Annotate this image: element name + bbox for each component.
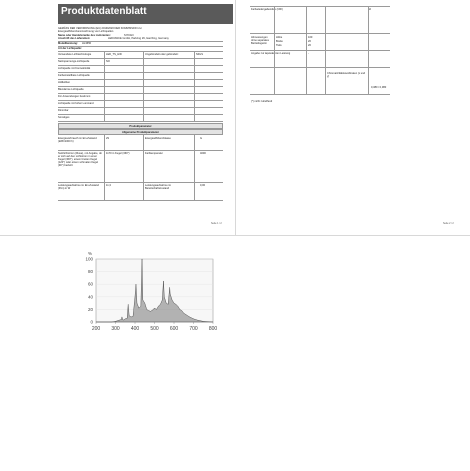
intro-line-2: Energieeffizienzkennzeichnung von Lichtquellen [58, 30, 113, 33]
dim-depth-value: 20 [308, 44, 311, 47]
datasheet-page-2 [235, 0, 470, 235]
cri-label: Farbwiedergabeindex (CRI) [251, 8, 283, 11]
dim-height-value: 100 [308, 36, 312, 39]
x-tick-label: 800 [209, 326, 218, 332]
param-value-2: G [200, 137, 202, 140]
row-value: NO [106, 60, 110, 63]
param-value: 11,3 [106, 184, 111, 187]
param-label-2: Farbtemperatur [145, 152, 163, 155]
row-label: Netzspannungs-Lichtquelle [58, 60, 89, 63]
dim-width-value: 20 [308, 40, 311, 43]
x-tick-label: 700 [189, 326, 198, 332]
address-value: LEDVANCE GmbH, Parkring 29, Garching, Germany [108, 37, 169, 40]
equivalent-power-value: - [308, 52, 309, 55]
x-tick-label: 200 [92, 326, 101, 332]
y-axis-label: % [88, 251, 92, 256]
chromaticity-value: 0,380 / 0,380 [371, 86, 386, 89]
section-header-general [58, 129, 223, 135]
row-label: Hüllkolben [58, 81, 70, 84]
y-tick-label: 100 [85, 257, 93, 262]
param-label: Leistungsaufnahme im Ein-Zustand (Pon) in W [58, 184, 102, 190]
dim-col-width: Breite [276, 40, 283, 43]
page-title: Produktdatenblatt [61, 6, 147, 17]
row-label: Lichtquelle mit hoher Luminanz [58, 102, 94, 105]
address-label: Anschrift des Lieferanten: [58, 37, 90, 40]
row-label: Blendarme Lichtquelle [58, 88, 84, 91]
section-subtitle: Allgemeine Produktparameter [59, 131, 222, 134]
row-label: Verwendete Lichttechnologie [58, 53, 91, 56]
spectrum-svg [0, 236, 470, 471]
equivalent-power-label: Angabe zur äquivalenten Leistung [251, 52, 301, 55]
y-tick-label: 60 [88, 282, 94, 287]
footnote: (*) nicht zutreffend [251, 100, 272, 103]
row-label: Farbeinstellbare Lichtquelle [58, 74, 90, 77]
row-label: Sonstiges [58, 116, 69, 119]
param-value-2: 0,00 [200, 184, 205, 187]
dimensions-label: Abmessungen ohne separates Betriebsgerät [251, 36, 273, 45]
dim-col-height: Höhe [276, 36, 282, 39]
chromaticity-label: Chromatizitätskoordinaten (x und y) [327, 72, 367, 78]
supplier-label: Name oder Handelsmarke des Lieferanten: [58, 34, 111, 37]
y-tick-label: 20 [88, 307, 94, 312]
cri-value: 82 [368, 8, 371, 11]
row-label: Lichtquelle mit Konnektivität [58, 67, 90, 70]
x-tick-label: 500 [150, 326, 159, 332]
dim-col-depth: Tiefe [276, 44, 282, 47]
type-label: Art der Lichtquelle: [58, 47, 82, 50]
y-tick-label: 80 [88, 269, 94, 274]
x-tick-label: 400 [131, 326, 140, 332]
spectrum-page [0, 235, 470, 470]
model-value: HL3650 [82, 42, 91, 45]
datasheet-page-1 [0, 0, 235, 235]
param-label: Energieverbrauch im Ein-Zustand (kWh/1000 h) [58, 137, 102, 143]
row-label-2: Ungebündelt oder gebündelt: [145, 53, 178, 56]
x-tick-label: 600 [170, 326, 179, 332]
param-value-2: 4000 [200, 152, 206, 155]
x-tick-label: 300 [111, 326, 120, 332]
y-tick-label: 0 [90, 320, 93, 325]
supplier-value: SYKIAN [124, 34, 134, 37]
row-value: LED_TS_HID [106, 53, 122, 56]
param-value: 29 [106, 137, 109, 140]
page-number: Seite 2 / 2 [443, 222, 454, 225]
row-label: Dimmbar [58, 109, 69, 112]
param-label-2: Energieeffizienzklasse [145, 137, 171, 140]
row-label: Für Anwendungen bestimmt [58, 95, 90, 98]
section-title: Produktparameter [59, 125, 222, 128]
model-label: Modellkennung: [58, 42, 78, 45]
title-banner [58, 4, 233, 24]
param-label-2: Leistungsaufnahme im Bereitschaftszustand [145, 184, 192, 190]
row-value-2: NDLS [196, 53, 203, 56]
param-value: 1170 in Kugel (360°) [106, 152, 141, 155]
intro-line-1: GEMÄSS DER VERORDNUNG (EU) 2019/2020 DER KOMMISSION zur [58, 27, 142, 30]
y-tick-label: 40 [88, 294, 94, 299]
param-label: Nutzlichtstrom (Φuse), mit Angabe, ob er sich auf den Lichtstrom in einer Kugel (360°), einem breiten Kegel (120°) oder einem schmalen Kegel (90°) bezieht [58, 152, 102, 167]
page-number: Seite 1 / 2 [211, 222, 222, 225]
